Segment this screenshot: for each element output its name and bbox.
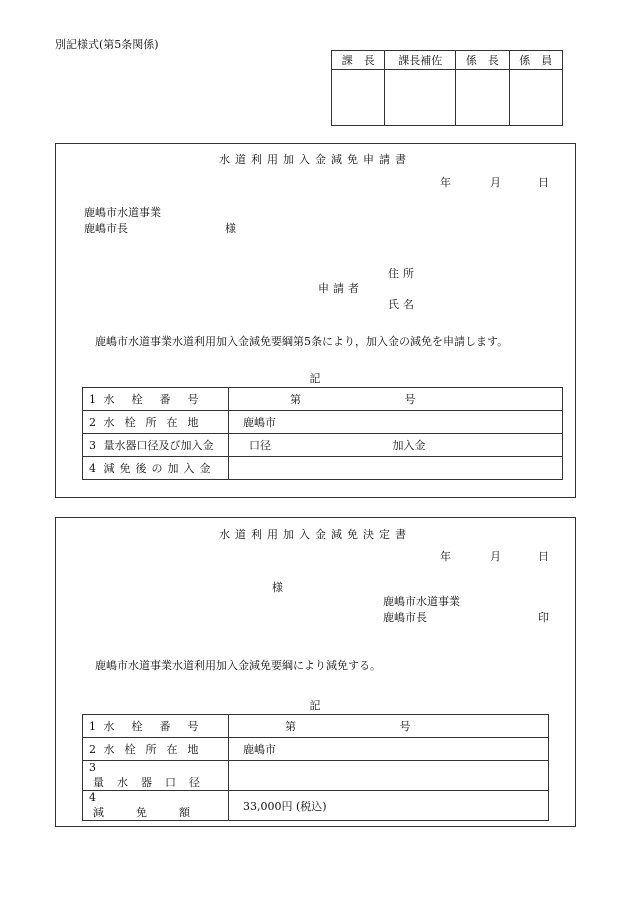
row-value bbox=[229, 434, 563, 457]
approval-stamp-cell bbox=[509, 70, 562, 126]
date-year: 年 bbox=[440, 550, 451, 563]
approval-stamp-cell bbox=[332, 70, 385, 126]
row-number: 2 bbox=[89, 416, 96, 429]
row-value bbox=[229, 791, 549, 821]
row-label bbox=[83, 791, 229, 821]
applicant-label: 申請者 bbox=[318, 282, 363, 295]
seal-mark: 印 bbox=[538, 611, 549, 624]
row-label bbox=[83, 388, 229, 411]
value-part: 第 bbox=[285, 720, 296, 733]
table-row bbox=[83, 388, 563, 411]
approval-stamp-table bbox=[331, 50, 563, 126]
row-number: 3 bbox=[89, 761, 96, 774]
row-label-text: 水栓番号 bbox=[103, 393, 216, 406]
value-part: 鹿嶋市 bbox=[243, 416, 276, 429]
value-part: 号 bbox=[404, 393, 416, 406]
value-part: 加入金 bbox=[392, 439, 426, 452]
table-row bbox=[83, 715, 549, 738]
row-label-text: 量水器口径及び加入金 bbox=[103, 439, 214, 452]
approval-col-header: 課長補佐 bbox=[385, 51, 456, 70]
approval-col-header: 課 長 bbox=[332, 51, 385, 70]
date-day: 日 bbox=[538, 550, 549, 563]
ki-heading: 記 bbox=[309, 699, 321, 712]
row-number: 2 bbox=[89, 743, 96, 756]
row-number: 1 bbox=[89, 393, 96, 406]
table-row bbox=[83, 411, 563, 434]
value-part: 第 bbox=[290, 393, 301, 406]
row-value bbox=[229, 388, 563, 411]
row-label bbox=[83, 411, 229, 434]
name-label: 氏名 bbox=[388, 298, 418, 311]
approval-col-header: 係 長 bbox=[456, 51, 509, 70]
row-value bbox=[229, 411, 563, 434]
row-label-text: 水栓所在地 bbox=[103, 743, 209, 756]
row-label-text: 量水器口径 bbox=[93, 776, 213, 789]
row-label bbox=[83, 715, 229, 738]
decision-details-table bbox=[82, 714, 549, 821]
row-label-text: 水栓番号 bbox=[103, 720, 216, 733]
issuer-line2: 鹿嶋市長 bbox=[383, 611, 427, 624]
addressee-sama: 様 bbox=[225, 222, 236, 235]
table-row bbox=[83, 457, 563, 480]
row-number: 1 bbox=[89, 720, 96, 733]
row-label bbox=[83, 434, 229, 457]
table-row bbox=[83, 434, 563, 457]
table-row bbox=[83, 738, 549, 761]
ki-heading: 記 bbox=[309, 372, 321, 385]
decision-title: 水道利用加入金減免決定書 bbox=[219, 528, 411, 541]
row-value bbox=[229, 738, 549, 761]
date-month: 月 bbox=[490, 550, 501, 563]
table-row bbox=[83, 791, 549, 821]
row-label-text: 減免後の加入金 bbox=[103, 462, 216, 475]
date-day: 日 bbox=[538, 176, 549, 189]
recipient-sama: 様 bbox=[272, 581, 283, 594]
row-number: 4 bbox=[89, 791, 96, 804]
value-part: 33,000円 (税込) bbox=[243, 799, 327, 813]
row-number: 3 bbox=[89, 439, 96, 452]
addressee-line1: 鹿嶋市水道事業 bbox=[84, 206, 161, 219]
application-details-table bbox=[82, 387, 563, 480]
row-label-text: 減免額 bbox=[93, 806, 222, 819]
row-label bbox=[83, 738, 229, 761]
row-value bbox=[229, 457, 563, 480]
row-label bbox=[83, 457, 229, 480]
value-part: 口径 bbox=[249, 439, 271, 452]
row-value bbox=[229, 715, 549, 738]
approval-stamp-cell bbox=[456, 70, 509, 126]
approval-stamp-cell bbox=[385, 70, 456, 126]
row-label-text: 水栓所在地 bbox=[103, 416, 209, 429]
application-title: 水道利用加入金減免申請書 bbox=[219, 153, 411, 166]
table-row bbox=[83, 761, 549, 791]
row-label bbox=[83, 761, 229, 791]
issuer-line1: 鹿嶋市水道事業 bbox=[383, 595, 460, 608]
application-body-text: 鹿嶋市水道事業水道利用加入金減免要綱第5条により，加入金の減免を申請します。 bbox=[95, 335, 509, 348]
form-label: 別記様式(第5条関係) bbox=[55, 38, 159, 51]
decision-body-text: 鹿嶋市水道事業水道利用加入金減免要綱により減免する。 bbox=[95, 659, 381, 672]
row-value bbox=[229, 761, 549, 791]
value-part: 号 bbox=[399, 720, 411, 733]
approval-col-header: 係 員 bbox=[509, 51, 562, 70]
row-number: 4 bbox=[89, 462, 96, 475]
address-label: 住所 bbox=[388, 267, 418, 280]
date-month: 月 bbox=[490, 176, 501, 189]
date-year: 年 bbox=[440, 176, 451, 189]
addressee-line2: 鹿嶋市長 bbox=[84, 222, 128, 235]
value-part: 鹿嶋市 bbox=[243, 743, 276, 756]
